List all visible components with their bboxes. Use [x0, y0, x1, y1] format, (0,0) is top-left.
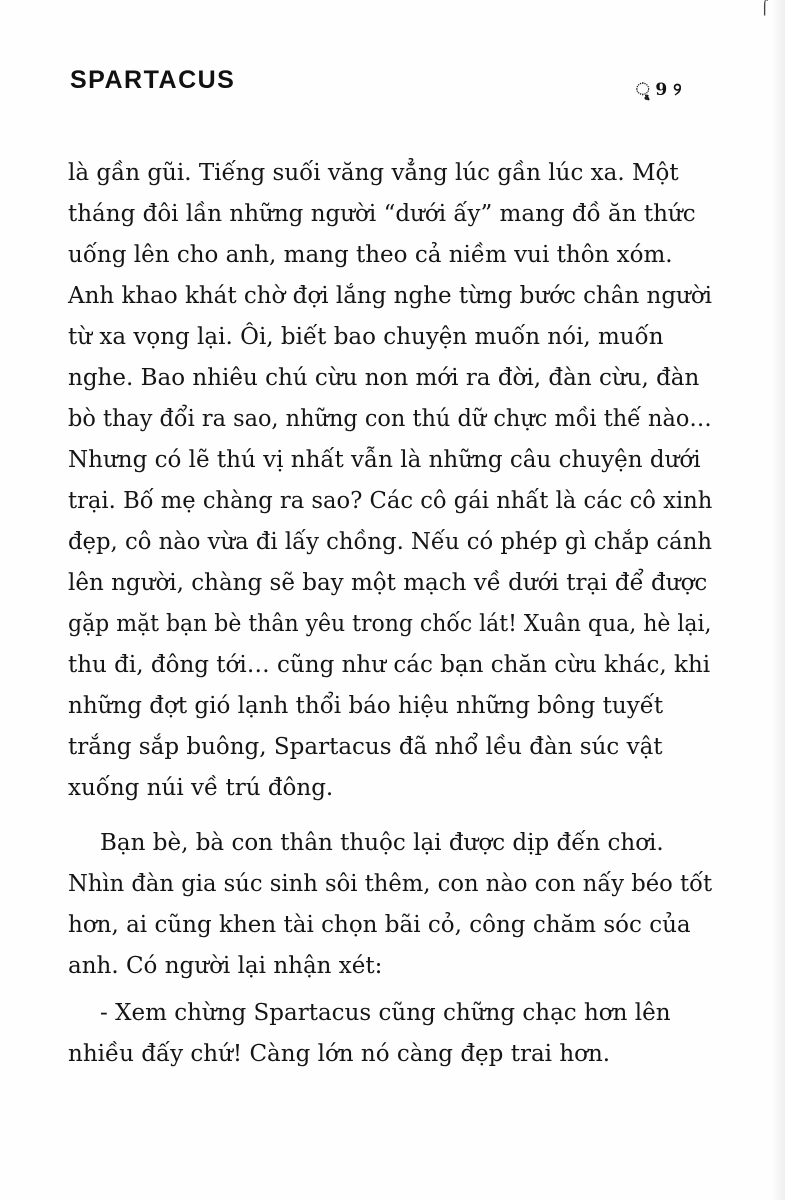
- page-number: 9: [655, 80, 668, 100]
- text-line: hơn, ai cũng khen tài chọn bãi cỏ, công chăm sóc của: [68, 912, 691, 938]
- text-line: xuống núi về trú đông.: [68, 775, 334, 801]
- text-line: lên người, chàng sẽ bay một mạch về dưới trại để được: [68, 570, 708, 596]
- page-ornament-left-icon: ୣ: [636, 80, 650, 100]
- text-line: những đợt gió lạnh thổi báo hiệu những bông tuyết: [68, 693, 664, 719]
- running-head-title: SPARTACUS: [70, 66, 236, 94]
- page-number-block: [636, 80, 682, 100]
- text-line: anh. Có người lại nhận xét:: [68, 953, 383, 979]
- text-line: đẹp, cô nào vừa đi lấy chồng. Nếu có phép gì chắp cánh: [68, 529, 712, 555]
- text-line: uống lên cho anh, mang theo cả niềm vui thôn xóm.: [68, 242, 673, 268]
- text-line: - Xem chừng Spartacus cũng chững chạc hơn lên: [100, 1000, 671, 1026]
- text-line: từ xa vọng lại. Ôi, biết bao chuyện muốn nói, muốn: [68, 324, 664, 350]
- text-line: bò thay đổi ra sao, những con thú dữ chực mồi thế nào…: [68, 406, 712, 432]
- page-edge-shadow: [771, 0, 785, 1200]
- text-line: Anh khao khát chờ đợi lắng nghe từng bước chân người: [68, 283, 712, 309]
- text-line: nhiều đấy chứ! Càng lớn nó càng đẹp trai hơn.: [68, 1041, 611, 1067]
- page-ornament-right-icon: ୨: [673, 80, 682, 100]
- text-line: Bạn bè, bà con thân thuộc lại được dịp đến chơi.: [100, 830, 664, 856]
- text-line: Nhìn đàn gia súc sinh sôi thêm, con nào con nấy béo tốt: [68, 871, 713, 897]
- text-line: trắng sắp buông, Spartacus đã nhổ lều đàn súc vật: [68, 734, 663, 760]
- text-line: nghe. Bao nhiêu chú cừu non mới ra đời, đàn cừu, đàn: [68, 365, 700, 391]
- text-line: trại. Bố mẹ chàng ra sao? Các cô gái nhất là các cô xinh: [68, 488, 713, 514]
- text-line: thu đi, đông tới… cũng như các bạn chăn cừu khác, khi: [68, 652, 711, 678]
- text-line: Nhưng có lẽ thú vị nhất vẫn là những câu chuyện dưới: [68, 447, 701, 473]
- text-line: tháng đôi lần những người “dưới ấy” mang đồ ăn thức: [68, 201, 696, 227]
- corner-mark: ⌠: [761, 0, 769, 16]
- text-line: là gần gũi. Tiếng suối văng vẳng lúc gần lúc xa. Một: [68, 160, 679, 186]
- text-line: gặp mặt bạn bè thân yêu trong chốc lát! Xuân qua, hè lại,: [68, 611, 712, 637]
